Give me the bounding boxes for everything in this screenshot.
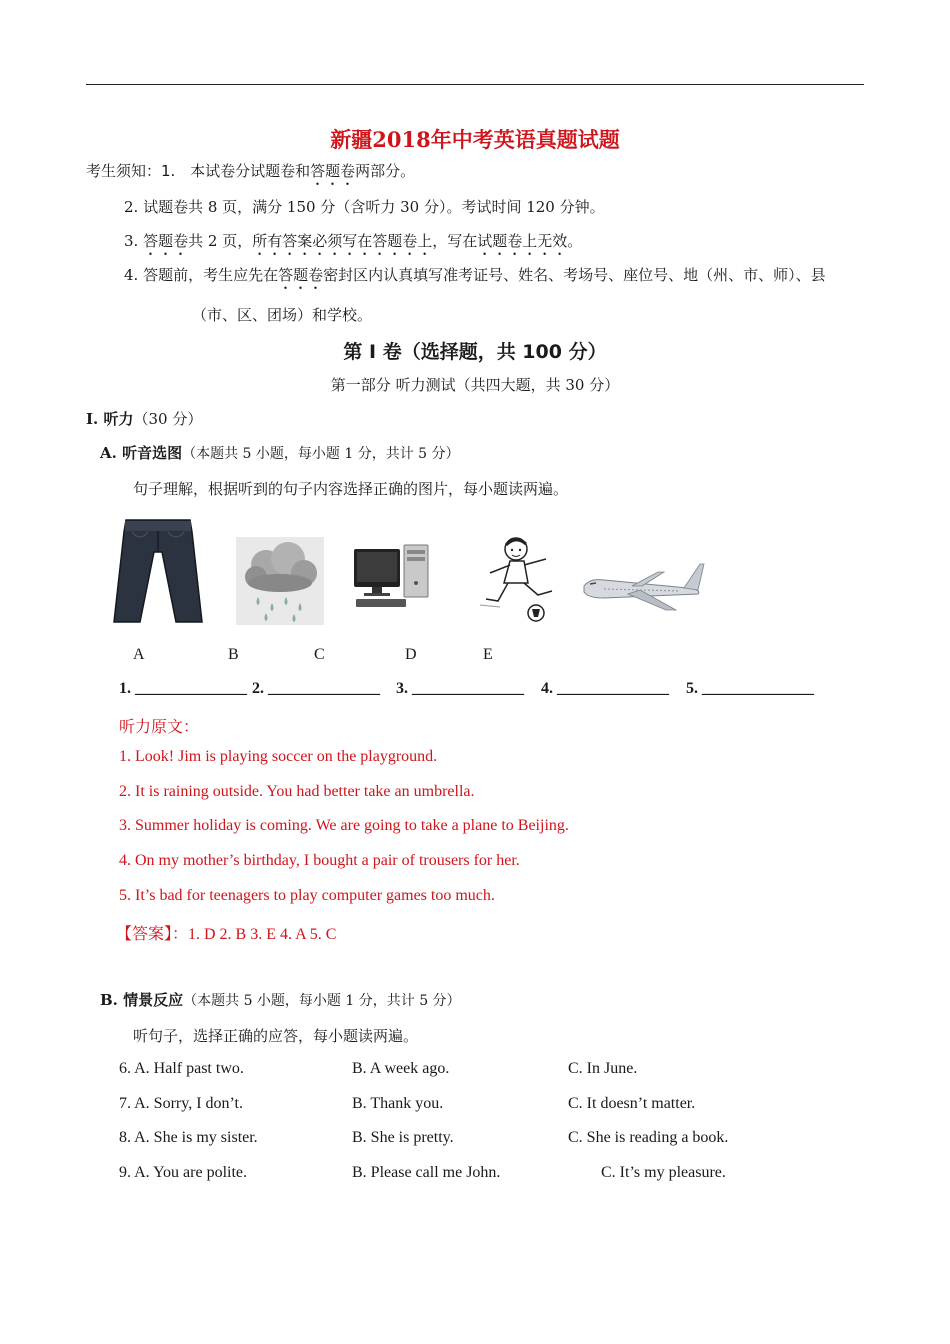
picture-label-b: B xyxy=(228,646,239,663)
notice-item-3: 3. 答题卷共 2 页，所有答案必须写在答题卷上，写在试题卷上无效。 xyxy=(124,232,583,250)
q9-option-b: B. Please call me John. xyxy=(352,1164,501,1181)
picture-label-e: E xyxy=(483,646,493,663)
answer-blank-3[interactable]: 3. ______________ xyxy=(396,680,524,697)
boy-playing-soccer-icon xyxy=(476,535,566,623)
computer-icon xyxy=(352,543,432,609)
picture-label-a: A xyxy=(133,646,145,663)
section-b-instruction: 听句子，选择正确的应答，每小题读两遍。 xyxy=(133,1027,419,1045)
notice-label: 考生须知： xyxy=(86,162,162,180)
answer-blank-5[interactable]: 5. ______________ xyxy=(686,680,814,697)
rain-cloud-icon xyxy=(236,537,324,625)
picture-label-c: C xyxy=(314,646,325,663)
transcript-line-5: 5. It’s bad for teenagers to play computer games too much. xyxy=(119,887,495,904)
transcript-line-1: 1. Look! Jim is playing soccer on the playground. xyxy=(119,748,438,765)
q6-option-a: 6. A. Half past two. xyxy=(119,1060,244,1077)
q7-option-a: 7. A. Sorry, I don’t. xyxy=(119,1095,243,1112)
section-b-heading: B. 情景反应（本题共 5 小题，每小题 1 分，共计 5 分） xyxy=(100,991,461,1009)
header-rule xyxy=(86,84,864,85)
answer-key: 【答案】：1. D 2. B 3. E 4. A 5. C xyxy=(116,926,337,943)
part-title: 第一部分 听力测试（共四大题，共 30 分） xyxy=(330,376,620,394)
section-title: 第 I 卷（选择题，共 100 分） xyxy=(343,341,607,363)
answer-blank-4[interactable]: 4. ______________ xyxy=(541,680,669,697)
transcript-label: 听力原文： xyxy=(119,719,200,736)
section-a-heading: A. 听音选图（本题共 5 小题，每小题 1 分，共计 5 分） xyxy=(100,444,460,462)
q9-option-a: 9. A. You are polite. xyxy=(119,1164,247,1181)
notice-item-4-cont: （市、区、团场）和学校。 xyxy=(192,306,373,324)
listening-heading: I. 听力（30 分） xyxy=(86,410,203,428)
q8-option-b: B. She is pretty. xyxy=(352,1129,454,1146)
transcript-line-2: 2. It is raining outside. You had better take an umbrella. xyxy=(119,783,475,800)
section-a-instruction: 句子理解，根据听到的句子内容选择正确的图片，每小题读两遍。 xyxy=(133,480,569,498)
q8-option-c: C. She is reading a book. xyxy=(568,1129,729,1146)
notice-item-4: 4. 答题前，考生应先在答题卷密封区内认真填写准考证号、姓名、考场号、座位号、地（州、市、师）、县 xyxy=(124,266,826,284)
airplane-icon xyxy=(580,560,708,616)
transcript-line-4: 4. On my mother’s birthday, I bought a pair of trousers for her. xyxy=(119,852,520,869)
answer-blank-1[interactable]: 1. ______________ xyxy=(119,680,247,697)
notice-item-1: 考生须知：1. 本试卷分试题卷和答题卷两部分。 xyxy=(86,162,416,180)
q6-option-b: B. A week ago. xyxy=(352,1060,450,1077)
q7-option-c: C. It doesn’t matter. xyxy=(568,1095,696,1112)
q9-option-c: C. It’s my pleasure. xyxy=(601,1164,726,1181)
q8-option-a: 8. A. She is my sister. xyxy=(119,1129,258,1146)
notice-item-2: 2. 试题卷共 8 页，满分 150 分（含听力 30 分）。考试时间 120 分钟。 xyxy=(124,198,605,216)
q7-option-b: B. Thank you. xyxy=(352,1095,444,1112)
page-title: 新疆2018年中考英语真题试题 xyxy=(330,127,620,152)
q6-option-c: C. In June. xyxy=(568,1060,638,1077)
answer-blank-2[interactable]: 2. ______________ xyxy=(252,680,380,697)
transcript-line-3: 3. Summer holiday is coming. We are going to take a plane to Beijing. xyxy=(119,817,569,834)
trousers-icon xyxy=(112,518,204,624)
picture-label-d: D xyxy=(405,646,417,663)
